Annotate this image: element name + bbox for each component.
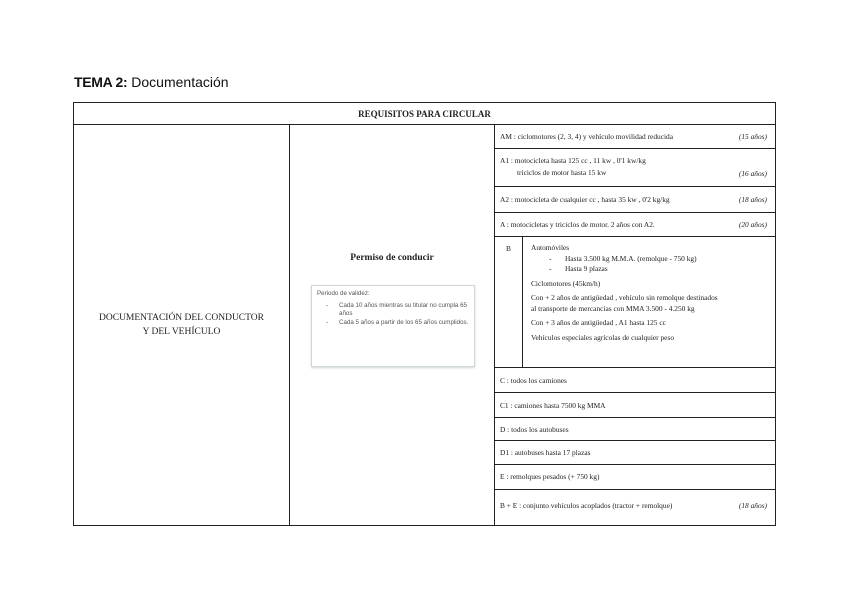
b-label-cell	[495, 237, 523, 367]
row-text: A1 : motocicleta hasta 125 cc , 11 kw , 0'1 kw/kg	[500, 156, 646, 165]
row-text: AM : ciclomotores (2, 3, 4) y vehículo movilidad reducida	[500, 132, 674, 141]
row-e	[495, 465, 775, 490]
b-line2a: Con + 2 años de antigüedad , vehículo sin remolque destinados	[531, 293, 718, 302]
b-title: Automóviles	[531, 243, 570, 252]
left-cell-line2: Y DEL VEHÍCULO	[142, 327, 221, 337]
row-text: C : todos los camiones	[500, 376, 567, 385]
b-sub1: Hasta 3.500 kg M.M.A. (remolque - 750 kg)	[565, 253, 697, 263]
requirements-table	[73, 102, 776, 526]
permiso-title: Permiso de conducir	[350, 253, 434, 263]
row-text: B + E : conjunto vehículos acoplados (tractor + remolque)	[500, 501, 673, 510]
left-cell	[74, 125, 290, 525]
row-text: A : motocicletas y triciclos de motor. 2 años con A2.	[500, 220, 655, 229]
row-text: C1 : camiones hasta 7500 kg MMA	[500, 401, 606, 410]
b-line4: Vehículos especiales agrícolas de cualquier peso	[531, 332, 675, 342]
row-text: D : todos los autobuses	[500, 425, 569, 434]
b-line2b: al transporte de mercancías con MMA 3.500 - 4.250 kg	[531, 303, 695, 313]
b-line3: Con + 3 años de antigüedad , A1 hasta 125 cc	[531, 318, 666, 327]
license-list	[495, 125, 775, 525]
row-age: (18 años)	[738, 501, 767, 510]
note-item: - Cada 5 años a partir de los 65 años cumplidos.	[339, 319, 469, 328]
row-age: (15 años)	[738, 132, 767, 141]
middle-cell	[290, 125, 495, 525]
note-title: Periodo de validez:	[317, 290, 370, 297]
note-item: - Cada 10 años mientras su titular no cumpla 65 años	[339, 302, 469, 319]
topic-subject: Documentación	[131, 74, 229, 90]
b-label: B	[506, 244, 511, 253]
row-d	[495, 418, 775, 441]
table-header: REQUISITOS PARA CIRCULAR	[74, 103, 775, 125]
row-text: D1 : autobuses hasta 17 plazas	[500, 448, 591, 457]
left-cell-line1: DOCUMENTACIÓN DEL CONDUCTOR	[99, 313, 264, 323]
row-d1	[495, 441, 775, 465]
row-age: (20 años)	[738, 220, 767, 229]
row-c	[495, 368, 775, 393]
row-text-2: triciclos de motor hasta 15 kw	[517, 168, 607, 177]
topic-number: TEMA 2:	[74, 74, 128, 90]
row-a2	[495, 187, 775, 213]
row-age: (16 años)	[738, 169, 767, 178]
row-a1	[495, 149, 775, 187]
row-b	[495, 237, 775, 368]
page-title	[74, 74, 229, 90]
row-c1	[495, 393, 775, 418]
row-a	[495, 213, 775, 237]
row-am	[495, 125, 775, 149]
b-sub2: Hasta 9 plazas	[565, 264, 608, 273]
b-content: Automóviles - Hasta 3.500 kg M.M.A. (remolque - 750 kg) - Hasta 9 plazas Ciclomotores (45km/h) Con + 2 años de antigüedad , vehículo sin remolque destinados al transporte de mercancías con MMA 3.500 - 4.250 kg Con + 3 años de antigüedad , A1 hasta 125 cc Vehículos especiales agrícolas de cualquier peso	[531, 243, 769, 343]
row-be	[495, 490, 775, 525]
row-text: E : remolques pesados (+ 750 kg)	[500, 472, 600, 481]
validity-note	[311, 285, 475, 367]
row-age: (18 años)	[738, 195, 767, 204]
row-text: A2 : motocicleta de cualquier cc , hasta 35 kw , 0'2 kg/kg	[500, 195, 670, 204]
b-line1: Ciclomotores (45km/h)	[531, 278, 601, 288]
